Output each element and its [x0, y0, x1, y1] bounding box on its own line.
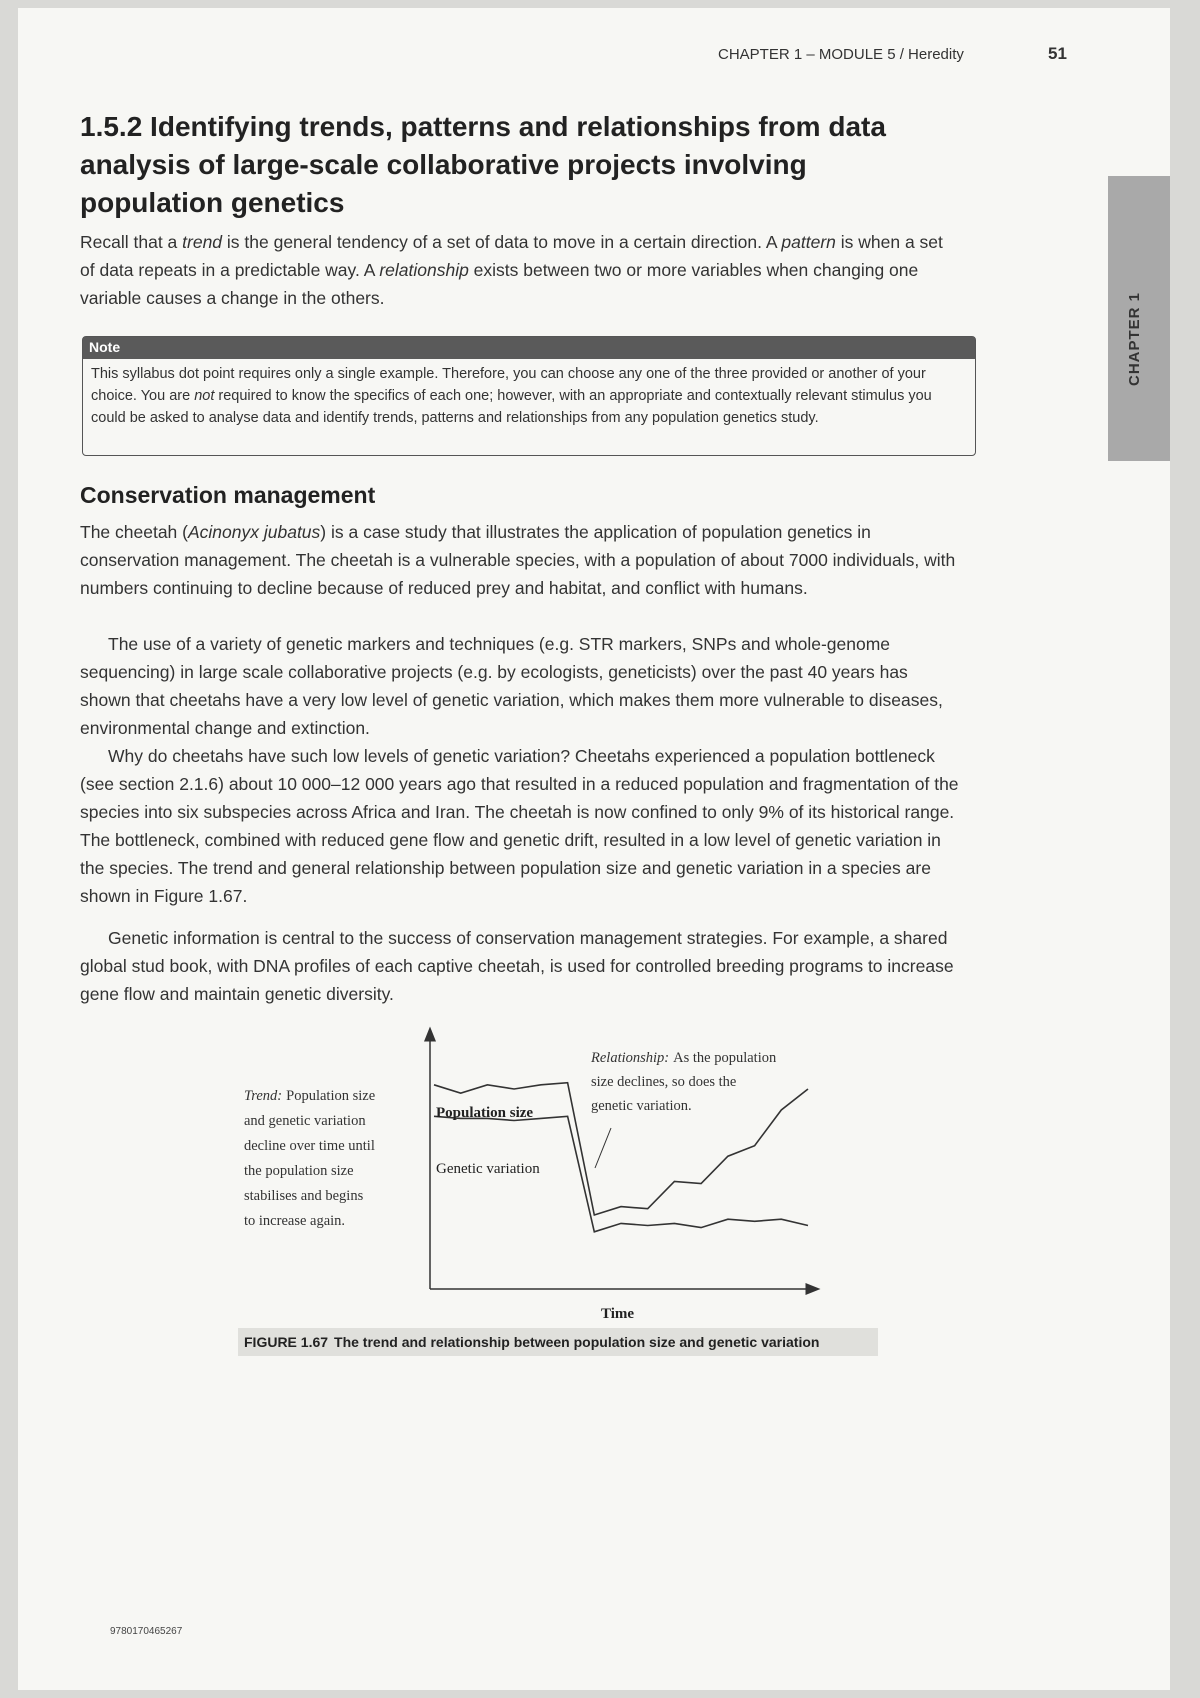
- species-name: Acinonyx jubatus: [187, 522, 321, 542]
- section-title: 1.5.2 Identifying trends, patterns and relationships from data analysis of large-scale collaborative projects involving population genetics: [80, 111, 886, 218]
- caption-text: The trend and relationship between population size and genetic variation: [334, 1334, 820, 1350]
- paragraph-4: Genetic information is central to the success of conservation management strategies. For example, a shared global stud book, with DNA profiles of each captive cheetah, is used for controlled breeding programs to increase gene flow and maintain genetic diversity.: [80, 928, 954, 1004]
- figure-caption: [238, 1328, 878, 1356]
- relationship-term: relationship: [379, 260, 469, 280]
- intro-paragraph: Recall that a trend is the general tendency of a set of data to move in a certain direction. A pattern is when a set of data repeats in a predictable way. A relationship exists between two or more variables when changing one variable causes a change in the others.: [80, 232, 943, 308]
- subheading-conservation: Conservation management: [80, 482, 376, 508]
- paragraph-2: The use of a variety of genetic markers and techniques (e.g. STR markers, SNPs and whole-genome sequencing) in large scale collaborative projects (e.g. by ecologists, geneticists) over the past 40 years has shown that cheetahs have a very low level of genetic variation, which makes them more vulnerable to diseases, environmental change and extinction.: [80, 634, 943, 738]
- caption-number: FIGURE 1.67: [244, 1334, 329, 1350]
- chapter-module-label: CHAPTER 1 – MODULE 5 / Heredity: [718, 46, 964, 63]
- relationship-annotation: Relationship: As the population size declines, so does the genetic variation.: [591, 1050, 777, 1114]
- textbook-page: [18, 8, 1170, 1690]
- population-size-label: Population size: [436, 1105, 534, 1121]
- pattern-term: pattern: [781, 232, 836, 252]
- isbn: 9780170465267: [110, 1626, 183, 1637]
- x-axis-label: Time: [601, 1306, 635, 1322]
- note-text: This syllabus dot point requires only a single example. Therefore, you can choose any one of the three provided or another of your choice. You are not required to know the specifics of each one; however, with an appropriate and contextually relevant stimulus you could be asked to analyse data and identify trends, patterns and relationships from any population genetics study.: [91, 366, 932, 426]
- relationship-pointer: [595, 1128, 611, 1168]
- genetic-variation-label: Genetic variation: [436, 1161, 540, 1177]
- side-tab-label: CHAPTER 1: [1126, 291, 1143, 386]
- trend-term: trend: [182, 232, 223, 252]
- trend-annotation: Trend: Population size and genetic variation decline over time until the population size stabilises and begins to increase again.: [244, 1088, 376, 1229]
- page-number: 51: [1048, 44, 1067, 63]
- paragraph-3: Why do cheetahs have such low levels of genetic variation? Cheetahs experienced a population bottleneck (see section 2.1.6) about 10 000–12 000 years ago that resulted in a reduced population and fragmentation of the species into six subspecies across Africa and Iran. The cheetah is now confined to only 9% of its historical range. The bottleneck, combined with reduced gene flow and genetic drift, resulted in a low level of genetic variation in the species. The trend and general relationship between population size and genetic variation in a species are shown in Figure 1.67.: [80, 746, 959, 906]
- paragraph-1: The cheetah (Acinonyx jubatus) is a case study that illustrates the application of population genetics in conservation management. The cheetah is a vulnerable species, with a population of about 7000 individuals, with numbers continuing to decline because of reduced prey and habitat, and conflict with humans.: [80, 522, 956, 598]
- figure-1-67: [18, 8, 1170, 1408]
- note-label: Note: [83, 337, 975, 359]
